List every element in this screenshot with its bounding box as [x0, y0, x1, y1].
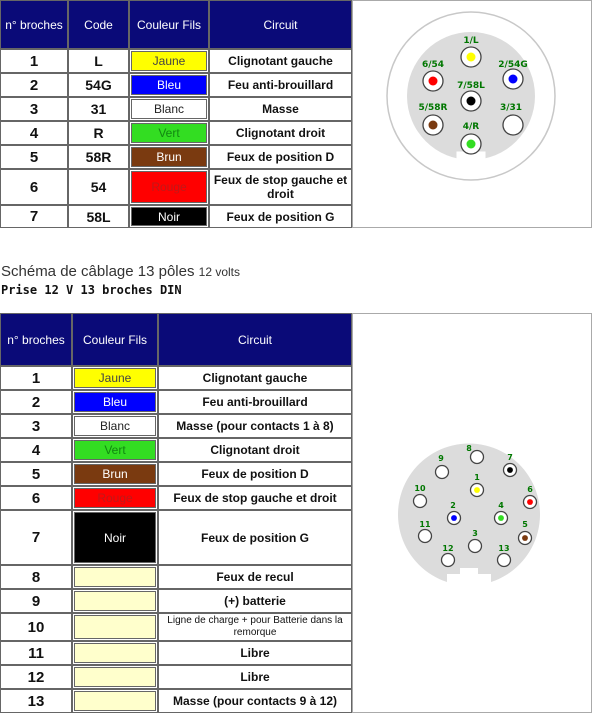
circuit-label: Feux de stop gauche et droit — [158, 486, 352, 510]
circuit-label: Masse (pour contacts 1 à 8) — [158, 414, 352, 438]
pin-contact — [503, 115, 523, 135]
pin-label: 7 — [507, 453, 513, 462]
wire-color-swatch: Blanc — [74, 416, 156, 436]
pin-number: 2 — [0, 390, 72, 414]
pin-color-dot — [509, 75, 518, 84]
pin-label: 2 — [450, 501, 456, 510]
pin-color-dot — [527, 499, 533, 505]
wire-color-swatch — [74, 643, 156, 663]
pin-number: 10 — [0, 613, 72, 641]
pin-label: 1/L — [463, 36, 479, 46]
pin-number: 1 — [0, 366, 72, 390]
pin-contact — [469, 540, 482, 553]
wire-color-swatch: Brun — [74, 464, 156, 484]
wire-color-swatch — [74, 615, 156, 639]
header-circuit: Circuit — [209, 0, 352, 49]
wire-color-swatch: Rouge — [74, 488, 156, 508]
pin-number: 8 — [0, 565, 72, 589]
header-13-pins: n° broches — [0, 313, 72, 366]
pin-label: 1 — [474, 473, 480, 482]
circuit-label: Feux de stop gauche et droit — [209, 169, 352, 205]
section-13-voltage: 12 volts — [198, 265, 241, 279]
pin-label: 9 — [438, 454, 444, 463]
section-13-title — [1, 263, 240, 280]
wire-color-swatch — [74, 591, 156, 611]
circuit-label: Masse — [209, 97, 352, 121]
circuit-label: Feu anti-brouillard — [209, 73, 352, 97]
wire-color-swatch: Noir — [131, 207, 207, 226]
circuit-label: Ligne de charge + pour Batterie dans la remorque — [158, 613, 352, 641]
pin-color-dot — [429, 77, 438, 86]
pin-label: 3 — [472, 529, 478, 538]
circuit-label: Libre — [158, 665, 352, 689]
header-13-color: Couleur Fils — [72, 313, 158, 366]
pin-label: 5 — [522, 520, 528, 529]
pin-contact — [442, 554, 455, 567]
wire-color-swatch — [74, 567, 156, 587]
pin-number: 5 — [0, 145, 68, 169]
wire-color-swatch: Jaune — [131, 51, 207, 71]
header-pins: n° broches — [0, 0, 68, 49]
pin-label: 7/58L — [457, 81, 485, 91]
pin-number: 12 — [0, 665, 72, 689]
pin-contact — [436, 466, 449, 479]
pin-number: 11 — [0, 641, 72, 665]
pin-color-dot — [429, 121, 438, 130]
circuit-label: Feu anti-brouillard — [158, 390, 352, 414]
pin-color-dot — [474, 487, 480, 493]
circuit-label: Masse (pour contacts 9 à 12) — [158, 689, 352, 713]
pin-number: 9 — [0, 589, 72, 613]
connector-7-pin-diagram — [352, 0, 592, 228]
circuit-label: Clignotant droit — [209, 121, 352, 145]
pin-label: 6/54 — [421, 60, 445, 70]
pin-number: 4 — [0, 121, 68, 145]
section-13-subtitle: Prise 12 V 13 broches DIN — [1, 283, 182, 297]
circuit-label: Feux de position G — [158, 510, 352, 565]
pin-number: 6 — [0, 486, 72, 510]
pin-contact — [414, 495, 427, 508]
pin-number: 1 — [0, 49, 68, 73]
pin-color-dot — [467, 97, 476, 106]
wire-color-swatch: Rouge — [131, 171, 207, 203]
wire-color-swatch: Jaune — [74, 368, 156, 388]
pin-label: 12 — [442, 544, 454, 553]
wire-color-swatch: Blanc — [131, 99, 207, 119]
pin-label: 3/31 — [499, 103, 523, 113]
pin-label: 13 — [498, 544, 510, 553]
circuit-label: Clignotant gauche — [209, 49, 352, 73]
connector-13-pin-diagram — [352, 313, 592, 713]
header-color: Couleur Fils — [129, 0, 209, 49]
pin-code: 54G — [68, 73, 129, 97]
wire-color-swatch: Brun — [131, 147, 207, 167]
section-13-title-text: Schéma de câblage 13 pôles — [1, 263, 195, 280]
circuit-label: Feux de position D — [158, 462, 352, 486]
pin-contact — [419, 530, 432, 543]
pin-label: 5/58R — [418, 103, 448, 113]
wire-color-swatch: Bleu — [131, 75, 207, 95]
circuit-label: Libre — [158, 641, 352, 665]
pin-code: L — [68, 49, 129, 73]
pin-label: 4 — [498, 501, 504, 510]
pin-number: 3 — [0, 414, 72, 438]
circuit-label: Feux de recul — [158, 565, 352, 589]
pin-number: 4 — [0, 438, 72, 462]
pin-number: 7 — [0, 205, 68, 228]
pin-number: 6 — [0, 169, 68, 205]
pin-number: 3 — [0, 97, 68, 121]
circuit-label: Clignotant gauche — [158, 366, 352, 390]
pin-label: 2/54G — [498, 60, 528, 70]
pin-color-dot — [498, 515, 504, 521]
pin-label: 4/R — [462, 122, 480, 132]
pin-label: 11 — [419, 520, 431, 529]
pin-code: 54 — [68, 169, 129, 205]
circuit-label: Feux de position D — [209, 145, 352, 169]
header-code: Code — [68, 0, 129, 49]
wire-color-swatch — [74, 667, 156, 687]
pin-color-dot — [467, 140, 476, 149]
pin-code: R — [68, 121, 129, 145]
wire-color-swatch — [74, 691, 156, 711]
pin-color-dot — [467, 53, 476, 62]
pin-contact — [498, 554, 511, 567]
pin-label: 6 — [527, 485, 533, 494]
circuit-label: (+) batterie — [158, 589, 352, 613]
pin-code: 58R — [68, 145, 129, 169]
pin-code: 31 — [68, 97, 129, 121]
pin-number: 5 — [0, 462, 72, 486]
circuit-label: Clignotant droit — [158, 438, 352, 462]
pin-color-dot — [451, 515, 457, 521]
wire-color-swatch: Vert — [131, 123, 207, 143]
pin-color-dot — [522, 535, 528, 541]
wire-color-swatch: Bleu — [74, 392, 156, 412]
pin-color-dot — [507, 467, 513, 473]
pin-contact — [471, 451, 484, 464]
wire-color-swatch: Vert — [74, 440, 156, 460]
pin-number: 2 — [0, 73, 68, 97]
pin-number: 7 — [0, 510, 72, 565]
header-13-circuit: Circuit — [158, 313, 352, 366]
pin-code: 58L — [68, 205, 129, 228]
pin-label: 10 — [414, 484, 426, 493]
circuit-label: Feux de position G — [209, 205, 352, 228]
wire-color-swatch: Noir — [74, 512, 156, 563]
pin-number: 13 — [0, 689, 72, 713]
pin-label: 8 — [466, 444, 472, 453]
